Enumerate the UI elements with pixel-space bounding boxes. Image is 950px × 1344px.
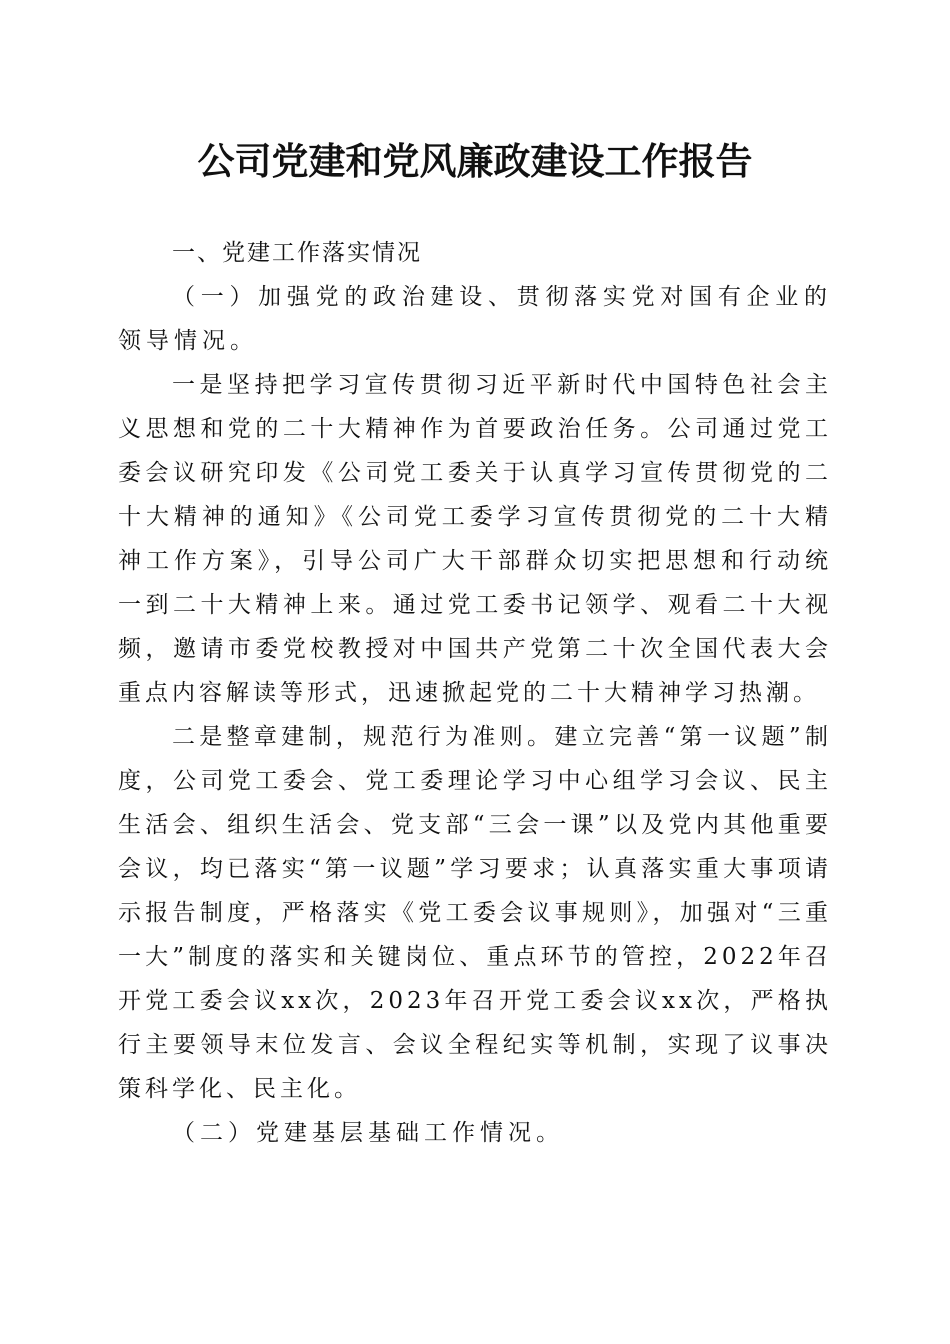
section-heading-1: 一、党建工作落实情况 (172, 240, 422, 266)
subsection-heading-2: （二）党建基层基础工作情况。 (172, 1120, 564, 1146)
subsection-heading-1: （一）加强党的政治建设、贯彻落实党对国有企业的领导情况。 (118, 284, 832, 354)
body-paragraph-2: 二是整章建制，规范行为准则。建立完善“第一议题”制度，公司党工委会、党工委理论学习中心组学习会议、民主生活会、组织生活会、党支部“三会一课”以及党内其他重要会议，均已落实“第一议题”学习要求；认真落实重大事项请示报告制度，严格落实《党工委会议事规则》，加强对“三重一大”制度的落实和关键岗位、重点环节的管控，2022年召开党工委会议xx次，2023年召开党工委会议xx次，严格执行主要领导末位发言、会议全程纪实等机制，实现了议事决策科学化、民主化。 (118, 724, 832, 1102)
document-title: 公司党建和党风廉政建设工作报告 (197, 139, 753, 183)
document-body (118, 231, 832, 1155)
body-paragraph-1: 一是坚持把学习宣传贯彻习近平新时代中国特色社会主义思想和党的二十大精神作为首要政治任务。公司通过党工委会议研究印发《公司党工委关于认真学习宣传贯彻党的二十大精神的通知》《公司党工委学习宣传贯彻党的二十大精神工作方案》，引导公司广大干部群众切实把思想和行动统一到二十大精神上来。通过党工委书记领学、观看二十大视频，邀请市委党校教授对中国共产党第二十次全国代表大会重点内容解读等形式，迅速掀起党的二十大精神学习热潮。 (118, 372, 832, 706)
